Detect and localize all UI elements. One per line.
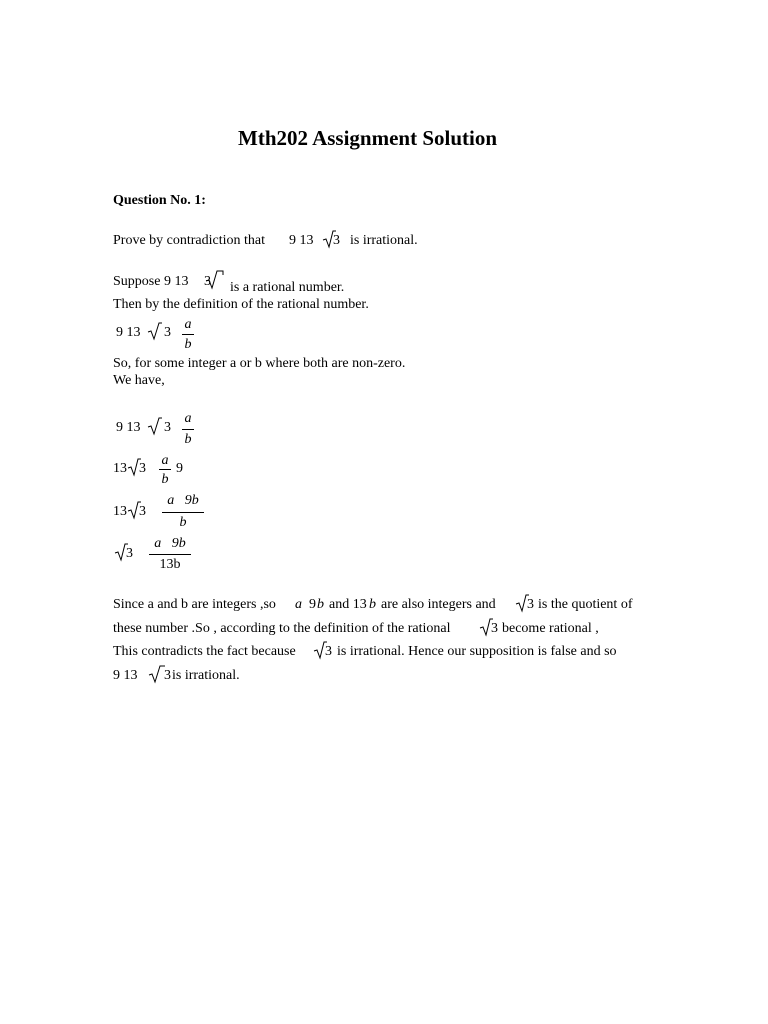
prompt-tail: is irrational. xyxy=(350,233,418,248)
step4-fraction xyxy=(149,537,191,573)
suppose-tail: is a rational number. xyxy=(230,280,345,295)
conclusion-l1-b: a xyxy=(295,597,302,612)
conclusion-l1-a: Since a and b are integers ,so xyxy=(113,597,276,612)
conclusion-l4-a: 9 13 xyxy=(113,668,138,683)
step3-fraction xyxy=(162,494,204,530)
fraction-numerator: a 9b xyxy=(154,536,186,551)
so-line: So, for some integer a or b where both are non-zero. xyxy=(113,356,406,371)
fraction-denominator: b xyxy=(179,515,187,530)
fraction-bar xyxy=(162,512,204,513)
step3-radicand: 3 xyxy=(139,504,146,519)
fraction-bar xyxy=(159,469,171,470)
question-heading: Question No. 1: xyxy=(113,193,206,208)
conclusion-l1-f: b xyxy=(369,597,376,612)
sqrt-icon xyxy=(149,665,163,683)
step1-fraction xyxy=(182,412,194,448)
conclusion-l4-b: is irrational. xyxy=(172,668,240,683)
conclusion-l2-b: become rational , xyxy=(502,621,599,636)
suppose-lead: Suppose 9 13 xyxy=(113,274,189,289)
fraction-numerator: a xyxy=(184,317,192,332)
step2-radicand: 3 xyxy=(139,461,146,476)
step2-tail: 9 xyxy=(176,461,183,476)
sqrt-icon xyxy=(206,270,224,290)
we-have: We have, xyxy=(113,373,165,388)
conclusion-l4-radicand: 3 xyxy=(164,668,171,683)
prompt-radicand: 3 xyxy=(333,233,340,248)
fraction-bar xyxy=(182,334,194,335)
conclusion-l1-e: and 13 xyxy=(329,597,367,612)
step2-lhs: 13 xyxy=(113,461,127,476)
prompt-expr: 9 13 xyxy=(289,233,314,248)
conclusion-l1-radicand: 3 xyxy=(527,597,534,612)
conclusion-l3-radicand: 3 xyxy=(325,644,332,659)
fraction-numerator: a 9b xyxy=(167,493,199,508)
eq-intro-lhs: 9 13 xyxy=(116,325,141,340)
conclusion-l1-g: are also integers and xyxy=(381,597,496,612)
step1-radicand: 3 xyxy=(164,420,171,435)
eq-intro-radicand: 3 xyxy=(164,325,171,340)
fraction-denominator: b xyxy=(184,337,192,352)
fraction-numerator: a xyxy=(161,453,169,468)
page-title: Mth202 Assignment Solution xyxy=(238,126,498,150)
eq-intro-fraction xyxy=(182,318,194,354)
conclusion-l1-d: b xyxy=(317,597,324,612)
definition-line: Then by the definition of the rational number. xyxy=(113,297,369,312)
conclusion-l3-a: This contradicts the fact because xyxy=(113,644,296,659)
fraction-denominator: b xyxy=(161,472,169,487)
step1-lhs: 9 13 xyxy=(116,420,141,435)
suppose-radicand: 3 xyxy=(204,274,211,289)
conclusion-l1-c: 9 xyxy=(309,597,316,612)
conclusion-l2-a: these number .So , according to the definition of the rational xyxy=(113,621,451,636)
fraction-denominator: 13b xyxy=(159,557,181,572)
conclusion-l3-b: is irrational. Hence our supposition is false and so xyxy=(337,644,617,659)
conclusion-l2-radicand: 3 xyxy=(491,621,498,636)
conclusion-l1-h: is the quotient of xyxy=(538,597,633,612)
sqrt-icon xyxy=(148,417,162,435)
step2-fraction xyxy=(159,454,171,490)
step3-lhs: 13 xyxy=(113,504,127,519)
prompt-lead: Prove by contradiction that xyxy=(113,233,266,248)
sqrt-icon xyxy=(148,322,162,340)
step4-radicand: 3 xyxy=(126,546,133,561)
fraction-bar xyxy=(149,554,191,555)
fraction-numerator: a xyxy=(184,411,192,426)
fraction-bar xyxy=(182,429,194,430)
fraction-denominator: b xyxy=(184,432,192,447)
